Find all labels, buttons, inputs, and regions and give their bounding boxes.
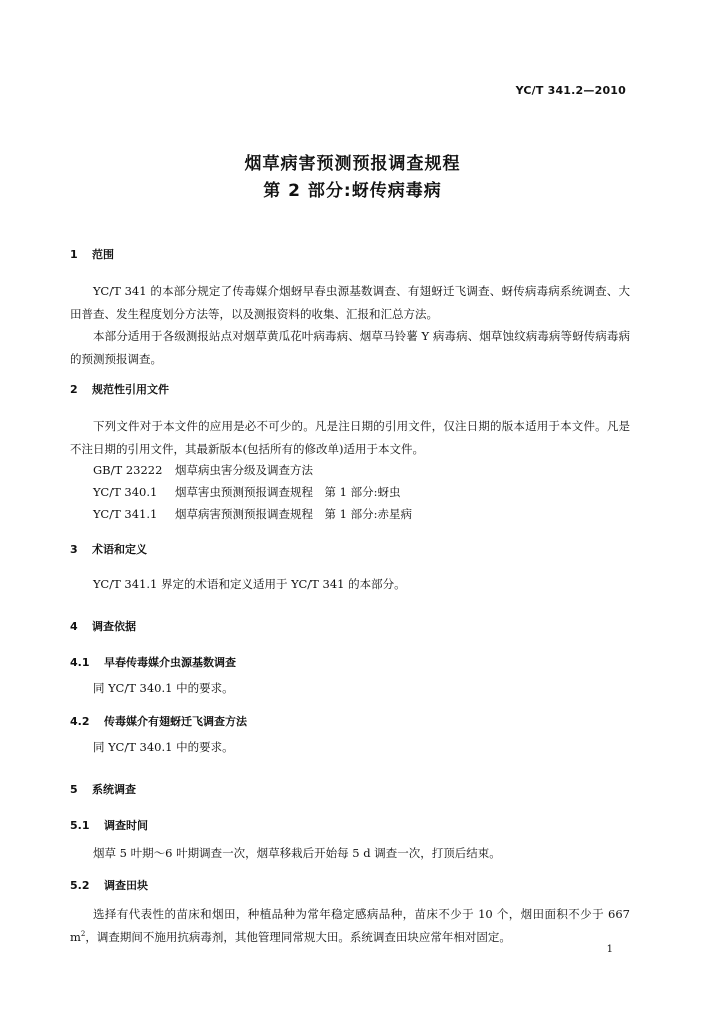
section-5-1-heading: 5.1 调查时间 [70,819,148,832]
section-4-1-heading: 4.1 早春传毒媒介虫源基数调查 [70,656,236,669]
page-number: 1 [606,944,613,955]
section-5-2-heading: 5.2 调查田块 [70,879,148,892]
section-2-heading: 2 规范性引用文件 [70,383,169,396]
document-code: YC/T 341.2—2010 [515,84,626,97]
section-2-paragraph-1: 下列文件对于本文件的应用是必不可少的。凡是注日期的引用文件，仅注日期的版本适用于本文件。凡是不注日期的引用文件，其最新版本(包括所有的修改单)适用于本文件。 [70,419,630,456]
section-1-paragraph-2: 本部分适用于各级测报站点对烟草黄瓜花叶病毒病、烟草马铃薯 Y 病毒病、烟草蚀纹病毒病等蚜传病毒病的预测预报调查。 [70,329,630,366]
superscript: 2 [80,929,86,938]
section-1-heading: 1 范围 [70,248,114,261]
section-4-heading: 4 调查依据 [70,620,136,633]
reference-item: YC/T 341.1 烟草病害预测预报调查规程 第 1 部分:赤星病 [93,507,412,521]
document-title: 烟草病害预测预报调查规程 [244,154,461,174]
section-5-heading: 5 系统调查 [70,783,136,796]
document-subtitle: 第 2 部分:蚜传病毒病 [263,181,442,201]
section-4-2-paragraph: 同 YC/T 340.1 中的要求。 [93,740,234,754]
section-1-paragraph-1: YC/T 341 的本部分规定了传毒媒介烟蚜早春虫源基数调查、有翅蚜迁飞调查、蚜传病毒病系统调查、大田普查、发生程度划分方法等，以及测报资料的收集、汇报和汇总方法。 [70,284,630,321]
section-3-heading: 3 术语和定义 [70,543,147,556]
section-3-paragraph-1: YC/T 341.1 界定的术语和定义适用于 YC/T 341 的本部分。 [93,577,406,591]
section-4-2-heading: 4.2 传毒媒介有翅蚜迁飞调查方法 [70,715,247,728]
reference-item: YC/T 340.1 烟草害虫预测预报调查规程 第 1 部分:蚜虫 [93,485,401,499]
section-5-1-paragraph: 烟草 5 叶期～6 叶期调查一次，烟草移栽后开始每 5 d 调查一次，打顶后结束。 [93,846,501,860]
reference-item: GB/T 23222 烟草病虫害分级及调查方法 [93,463,313,477]
section-5-2-paragraph: 选择有代表性的苗床和烟田，种植品种为常年稳定感病品种，苗床不少于 10 个，烟田面积不少于 667 $m^2$，调查期间不施用抗病毒剂，其他管理同常规大田。系统调查田块应常年相对固定。 [70,907,630,944]
section-4-1-paragraph: 同 YC/T 340.1 中的要求。 [93,681,234,695]
